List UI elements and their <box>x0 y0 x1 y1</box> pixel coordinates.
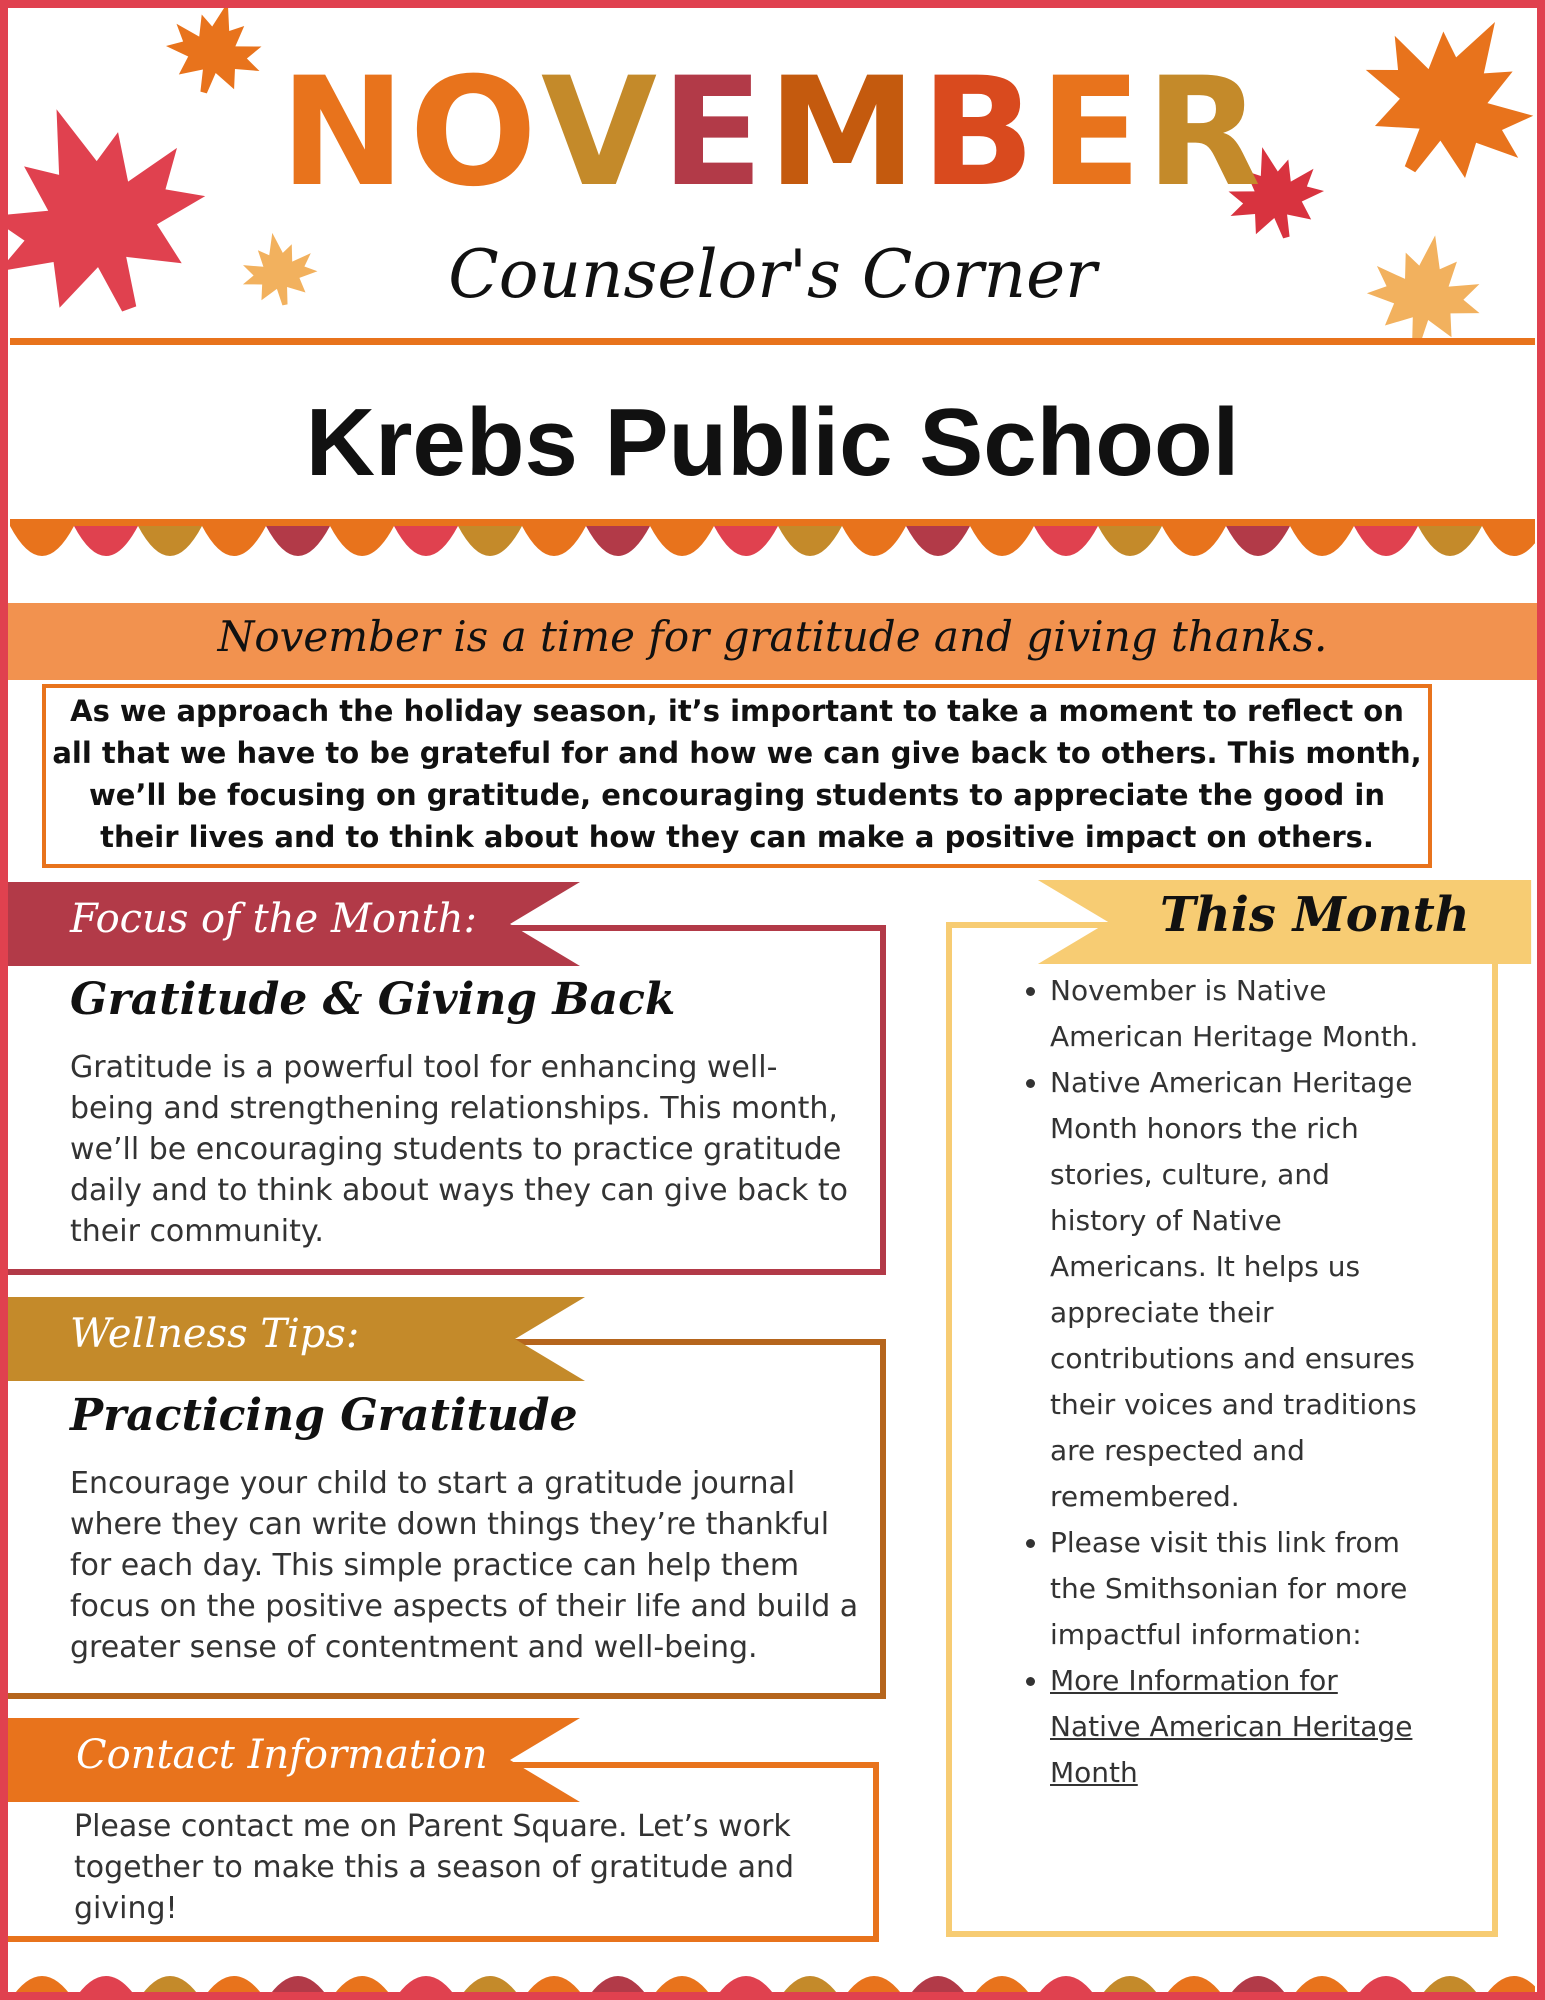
list-item: • Please visit this link from the Smithsonian for more impactful information: <box>1050 1520 1430 1658</box>
scallop-segment <box>778 1976 842 2000</box>
scallop-segment <box>586 526 650 556</box>
scallop-segment <box>1098 1976 1162 2000</box>
wellness-heading: Practicing Gratitude <box>70 1390 578 1441</box>
scallop-border-bottom <box>10 1958 1535 2000</box>
title-letter: B <box>920 46 1040 220</box>
scallop-segment <box>1034 1976 1098 2000</box>
title-letter: E <box>1039 46 1146 220</box>
list-item: • Native American Heritage Month honors the rich stories, culture, and history of Native Americans. It helps us appreciate their contributions and ensures their voices and traditions are respected and remembered. <box>1050 1060 1430 1520</box>
scallop-segment <box>522 526 586 556</box>
scallop-segment <box>906 1976 970 2000</box>
scallop-segment <box>10 526 74 556</box>
scallop-border-top <box>10 526 1535 570</box>
title-letter: O <box>409 46 541 220</box>
scallop-segment <box>714 526 778 556</box>
scallop-segment <box>266 526 330 556</box>
scallop-segment <box>138 526 202 556</box>
scallop-segment <box>1418 526 1482 556</box>
scallop-segment <box>138 1976 202 2000</box>
scallop-segment <box>1162 526 1226 556</box>
scallop-segment <box>1482 1976 1535 2000</box>
scallop-segment <box>714 1976 778 2000</box>
heritage-month-link[interactable]: More Information for Native American Heritage Month <box>1050 1664 1413 1789</box>
scallop-segment <box>394 526 458 556</box>
school-name: Krebs Public School <box>305 389 1240 496</box>
this-month-ribbon-label: This Month <box>1160 887 1470 943</box>
scallop-segment <box>330 526 394 556</box>
scallop-segment <box>906 526 970 556</box>
focus-body: Gratitude is a powerful tool for enhancing well-being and strengthening relationships. This month, we’ll be encouraging students to practice gratitude daily and to think about ways they can give back to their community. <box>70 1050 849 1249</box>
wellness-ribbon-label: Wellness Tips: <box>70 1311 360 1357</box>
scallop-segment <box>74 1976 138 2000</box>
this-month-list <box>1022 968 1430 1796</box>
contact-body: Please contact me on Parent Square. Let’s work together to make this a season of gratitude and giving! <box>74 1809 795 1926</box>
scallop-segment <box>266 1976 330 2000</box>
focus-ribbon-label: Focus of the Month: <box>70 896 477 942</box>
scallop-segment <box>1034 526 1098 556</box>
contact-ribbon-label: Contact Information <box>76 1732 488 1778</box>
scallop-segment <box>202 1976 266 2000</box>
scallop-segment <box>650 526 714 556</box>
scallop-segment <box>650 1976 714 2000</box>
scallop-segment <box>1482 526 1535 556</box>
scallop-segment <box>1226 1976 1290 2000</box>
scallop-segment <box>330 1976 394 2000</box>
scallop-segment <box>1418 1976 1482 2000</box>
scallop-segment <box>842 1976 906 2000</box>
list-item: • November is Native American Heritage Month. <box>1050 968 1430 1060</box>
title-letter: V <box>540 46 662 220</box>
title-letter: N <box>279 46 410 220</box>
intro-text: As we approach the holiday season, it’s important to take a moment to reflect on all that we have to be grateful for and how we can give back to others. This month, we’ll be focusing on gratitude, encouraging students to appreciate the good in their lives and to think about how they can make a positive impact on others. <box>52 694 1422 854</box>
page-subtitle: Counselor's Corner <box>448 236 1097 313</box>
scallop-segment <box>394 1976 458 2000</box>
scallop-segment <box>778 526 842 556</box>
scallop-segment <box>842 526 906 556</box>
gratitude-banner-text: November is a time for gratitude and giving thanks. <box>217 612 1328 661</box>
scallop-segment <box>1290 526 1354 556</box>
scallop-segment <box>1354 1976 1418 2000</box>
page-title <box>0 46 1545 220</box>
scallop-segment <box>970 1976 1034 2000</box>
scallop-segment <box>74 526 138 556</box>
title-letter: M <box>767 46 921 220</box>
title-letter: E <box>661 46 768 220</box>
scallop-segment <box>970 526 1034 556</box>
scallop-segment <box>458 1976 522 2000</box>
scallop-segment <box>202 526 266 556</box>
scallop-segment <box>1226 526 1290 556</box>
scallop-segment <box>1098 526 1162 556</box>
scallop-segment <box>586 1976 650 2000</box>
wellness-body: Encourage your child to start a gratitude journal where they can write down things they’re thankful for each day. This simple practice can help them focus on the positive aspects of their life and build a greater sense of contentment and well-being. <box>70 1466 859 1665</box>
list-item <box>1050 1658 1430 1796</box>
scallop-segment <box>1354 526 1418 556</box>
title-letter: R <box>1145 46 1266 220</box>
scallop-segment <box>522 1976 586 2000</box>
scallop-segment <box>1162 1976 1226 2000</box>
scallop-segment <box>458 526 522 556</box>
focus-heading: Gratitude & Giving Back <box>70 974 676 1025</box>
scallop-segment <box>1290 1976 1354 2000</box>
scallop-segment <box>10 1976 74 2000</box>
